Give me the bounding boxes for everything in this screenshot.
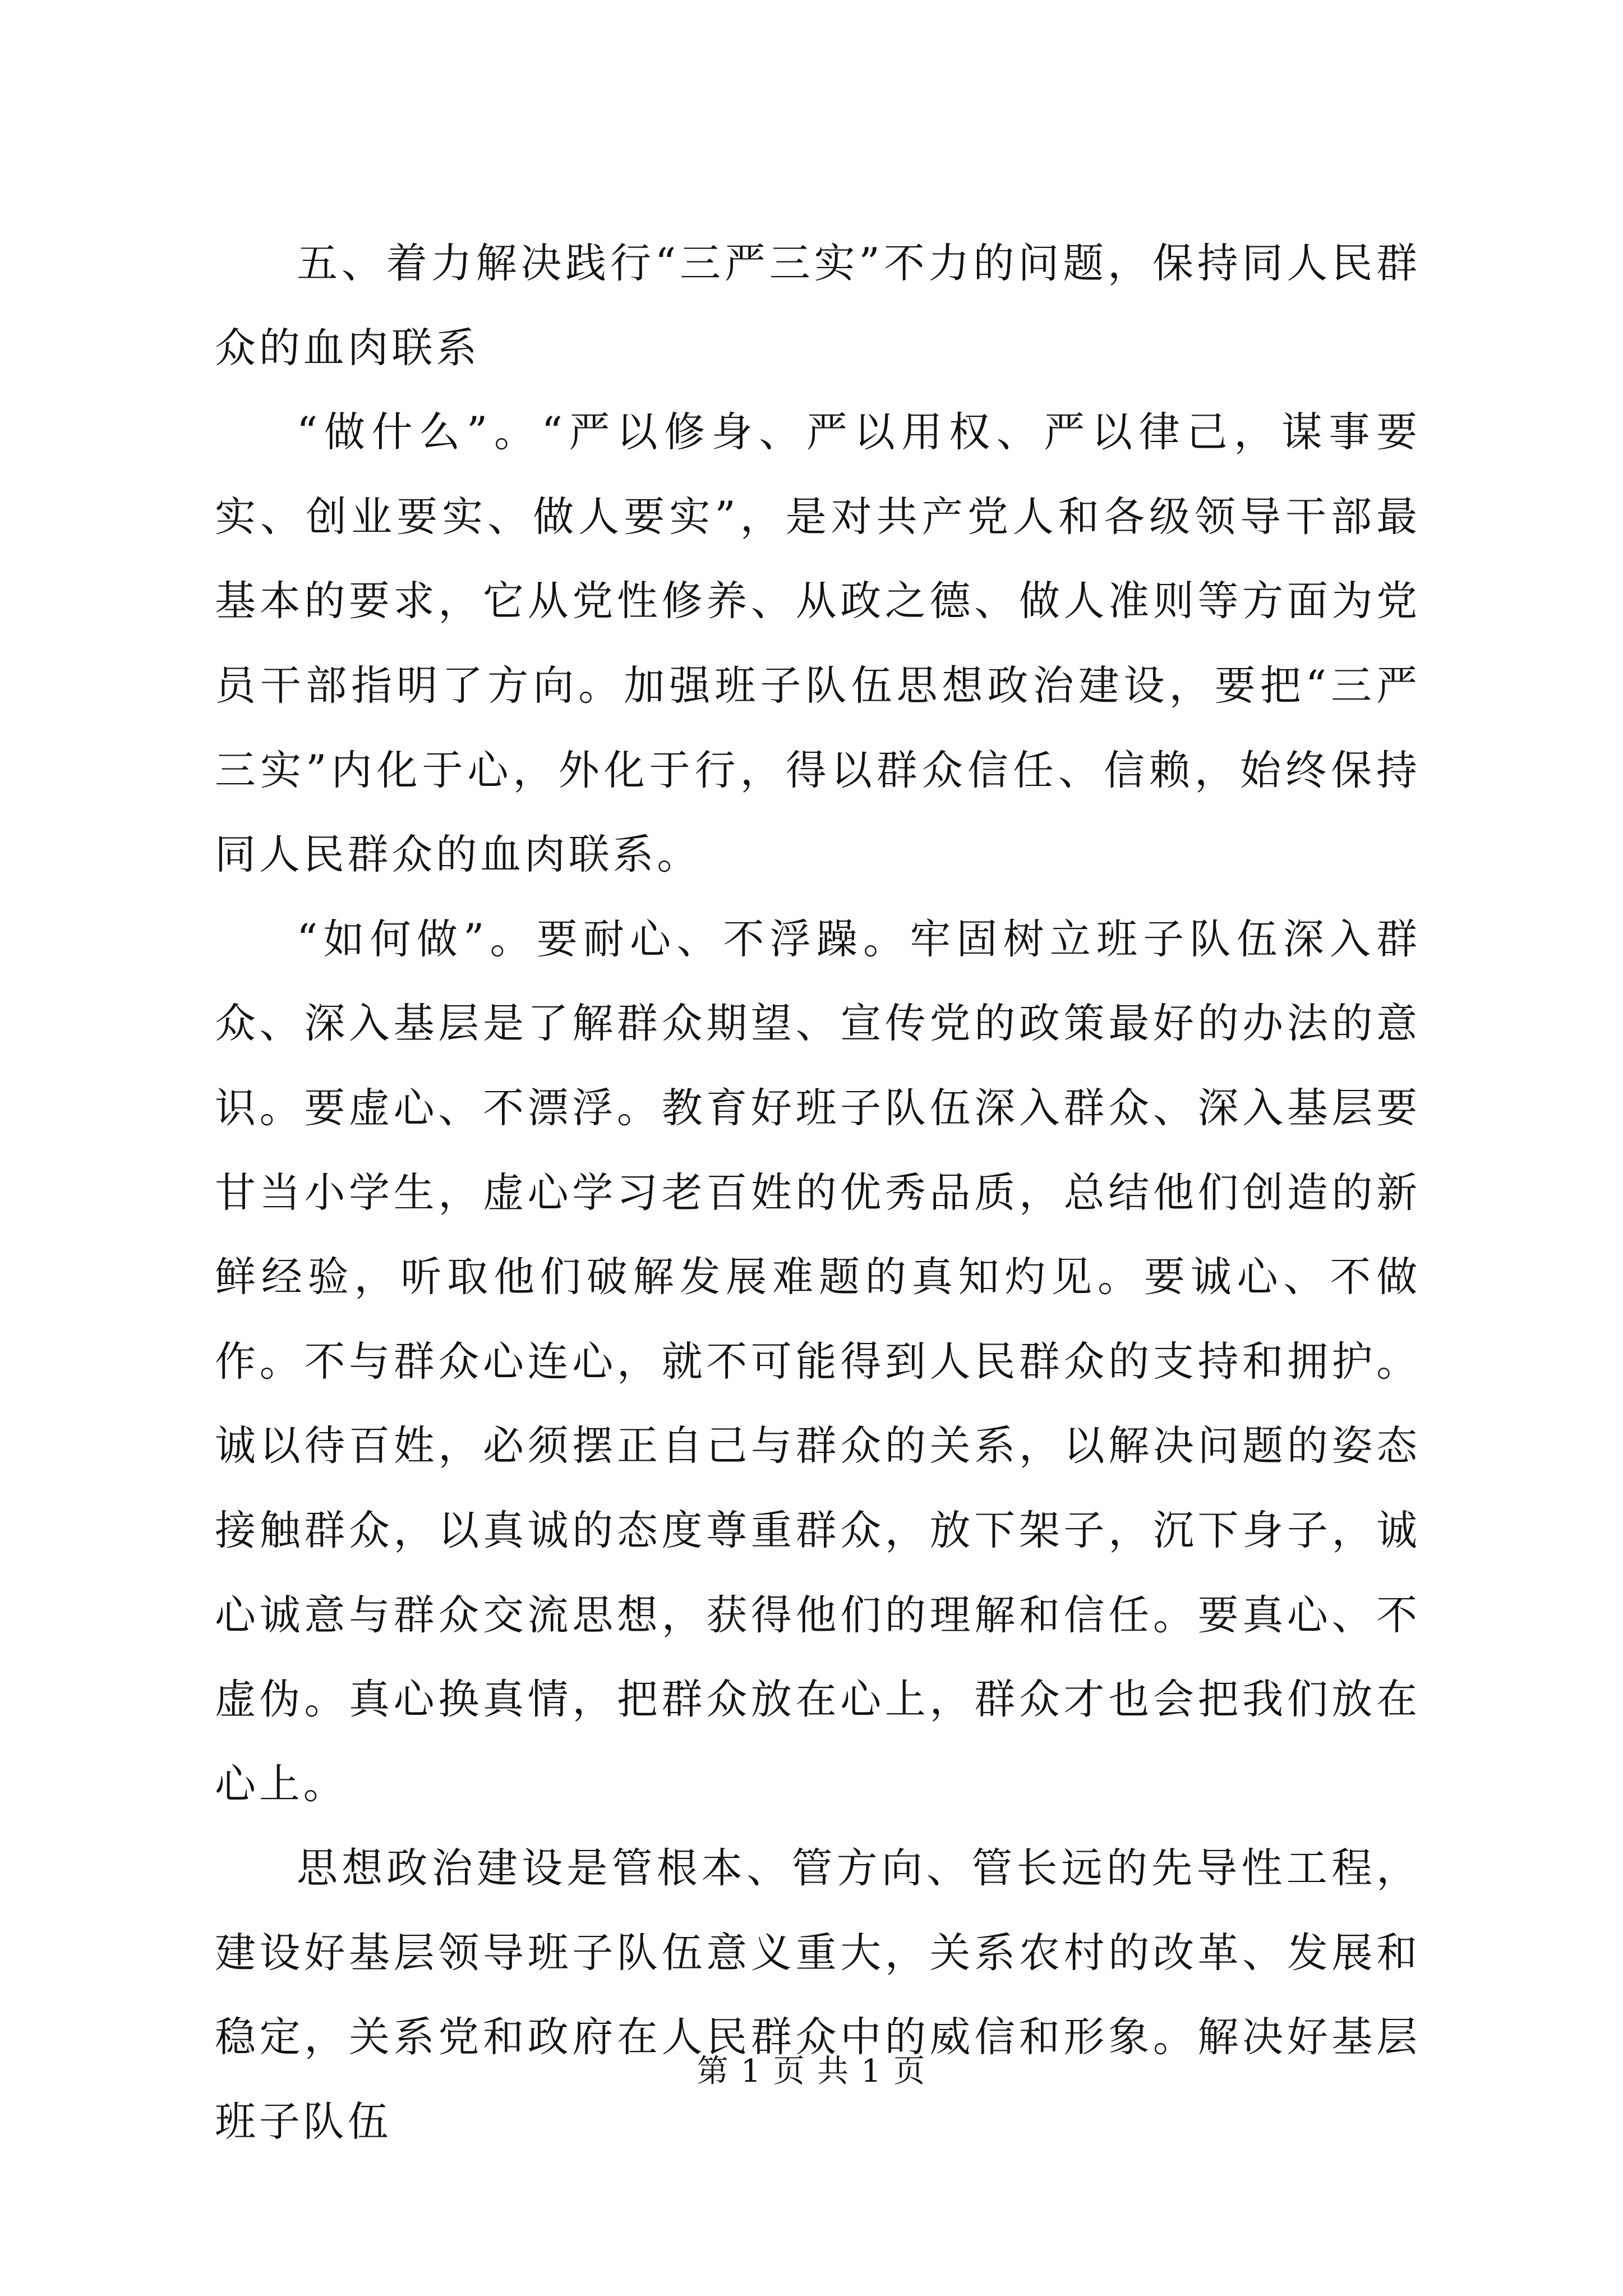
body-paragraph-conclusion: 思想政治建设是管根本、管方向、管长远的先导性工程，建设好基层领导班子队伍意义重大，关系农村的改革、发展和稳定，关系党和政府在人民群众中的威信和形象。解决好基层班子队伍 [215,1844,1421,2146]
body-paragraph-what-to-do: “做什么”。“严以修身、严以用权、严以律己，谋事要实、创业要实、做人要实”，是对共产党人和各级领导干部最基本的要求，它从党性修养、从政之德、做人准则等方面为党员干部指明了方向。加强班子队伍思想政治建设，要把“三严三实”内化于心，外化于行，得以群众信任、信赖，始终保持同人民群众的血肉联系。 [215,408,1421,879]
body-paragraph-how-to-do: “如何做”。要耐心、不浮躁。牢固树立班子队伍深入群众、深入基层是了解群众期望、宣传党的政策最好的办法的意识。要虚心、不漂浮。教育好班子队伍深入群众、深入基层要甘当小学生，虚心学习老百姓的优秀品质，总结他们创造的新鲜经验，听取他们破解发展难题的真知灼见。要诚心、不做作。不与群众心连心，就不可能得到人民群众的支持和拥护。诚以待百姓，必须摆正自己与群众的关系，以解决问题的姿态接触群众，以真诚的态度尊重群众，放下架子，沉下身子，诚心诚意与群众交流思想，获得他们的理解和信任。要真心、不虚伪。真心换真情，把群众放在心上，群众才也会把我们放在心上。 [215,915,1421,1808]
document-body [215,222,1421,2165]
page-number-footer: 第 1 页 共 1 页 [697,2053,926,2090]
section-heading-paragraph: 五、着力解决践行“三严三实”不力的问题，保持同人民群众的血肉联系 [215,240,1421,372]
